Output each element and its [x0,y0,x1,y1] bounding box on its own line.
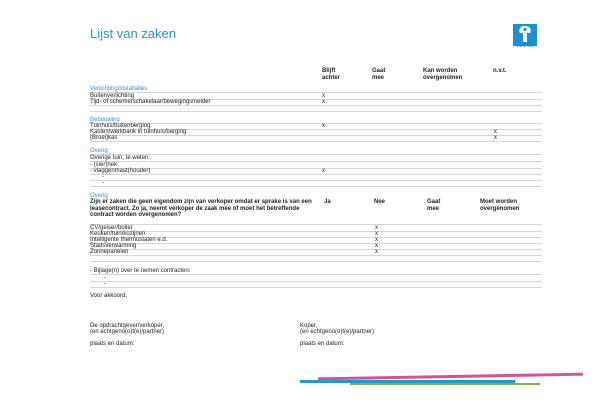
list-item: Tijd- of schemerschakelaar/bewegingsmelder [90,99,211,105]
section-title-bebouwing: Bebouwing [90,117,120,123]
checkmark: x [375,237,378,243]
lease-question: Zijn er zaken die geen eigendom zijn van verkoper omdat er sprake is van een leasecontract. Zo ja, neemt verkoper de zaak mee of moet het betreffende contract worden overgenomen? [90,199,312,218]
checkmark: x [322,93,325,99]
akkoord-label: Voor akkoord, [90,293,128,299]
buyer-partner-label: (en echtgeno(o)t(e)/partner) [300,329,375,335]
list-item: - (sier)hek [90,162,118,168]
divider [90,186,542,187]
divider [90,168,542,169]
divider [90,243,542,244]
checkmark: x [494,129,497,135]
list-item: Intelligente thermostaten e.d. [90,237,168,243]
divider [90,261,542,262]
checkmark: x [494,135,497,141]
divider [90,92,542,93]
buyer-label: Koper, [300,323,318,329]
checkmark: x [322,99,325,105]
divider [90,154,542,155]
checkmark: x [375,243,378,249]
col-header-gaat-mee: Gaat mee [372,68,386,81]
section-title-verlichting: Verlichting/installaties [90,86,148,92]
list-item: Kasten/werkbank in tuinhuis/berging [90,129,187,135]
page-title: Lijst van zaken [90,26,176,41]
list-item: Buitenverlichting [90,93,135,99]
checkmark: x [322,168,325,174]
list-item: CV/geiser/boiler [90,225,133,231]
divider [90,135,542,136]
list-item: - [102,174,104,180]
col-header-nee: Nee [374,199,386,205]
checkmark: x [375,225,378,231]
logo-text: NVM [516,42,534,49]
col-header-gaat-mee: Gaat mee [427,199,441,212]
divider [90,141,542,142]
checkmark: x [375,249,378,255]
list-item: - [104,275,106,281]
divider [90,105,542,106]
divider [90,287,542,288]
seller-place-date: plaats en datum: [90,341,135,347]
list-item: Keuken/tuin/kozijnen [90,231,146,237]
list-item: Zonnepanelen [90,249,129,255]
divider [90,255,542,256]
divider [90,123,542,124]
divider [90,281,542,282]
list-item: - [102,180,104,186]
col-header-nvt: n.v.t. [493,68,507,74]
list-item: - [104,281,106,287]
divider [90,274,542,275]
divider [90,231,542,232]
decorative-band-green [350,383,540,385]
list-item: (Broei)kas [90,135,118,141]
col-header-kan-worden: Kan worden overgenomen [423,68,463,81]
col-header-blijft: Blijft achter [322,68,341,81]
checkmark: x [375,231,378,237]
list-item: - vlaggenmast(houder) [90,168,151,174]
divider [90,180,542,181]
section-title-overig: Overig [90,148,108,154]
seller-label: De opdrachtgever/verkoper, [90,323,165,329]
divider [90,224,542,225]
list-item: Overige tuin, te weten: [90,155,151,161]
section-title-overig: Overig [90,193,108,199]
divider [90,111,542,112]
col-header-moet-worden: Moet worden overgenomen [480,199,520,212]
divider [90,249,542,250]
checkmark: x [322,123,325,129]
divider [90,174,542,175]
bijlage-label: - Bijlage(n) over te nemen contracten: [90,268,191,274]
list-item: Stadsverwarming [90,243,137,249]
seller-partner-label: (en echtgeno(o)t(e)/partner) [90,329,165,335]
buyer-place-date: plaats en datum: [300,341,345,347]
list-item: Tuinhuis/buitenberging [90,123,151,129]
divider [90,161,542,162]
col-header-ja: Ja [324,199,331,205]
